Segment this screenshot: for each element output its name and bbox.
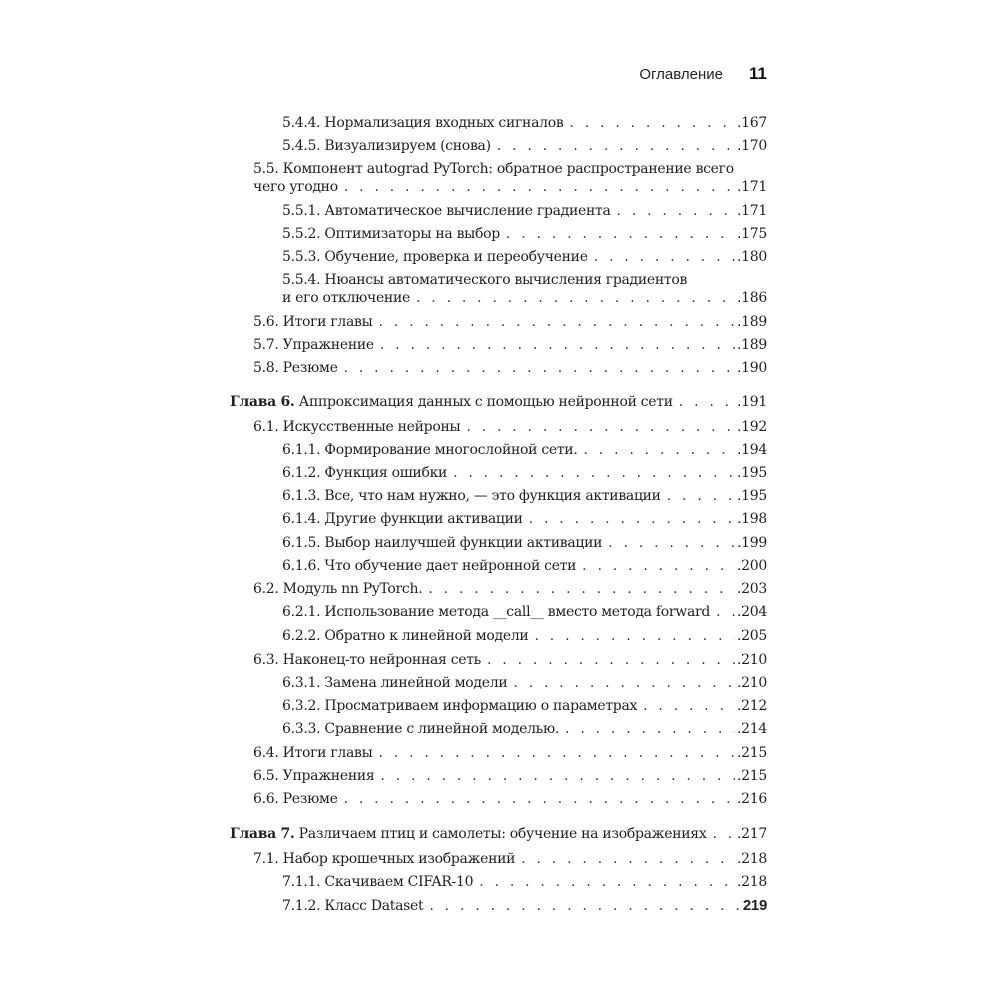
toc-leader-dots — [583, 441, 735, 459]
toc-entry — [282, 464, 767, 482]
toc-entry-page: .216 — [737, 791, 767, 807]
toc-entry — [282, 487, 767, 505]
toc-entry-title: 6.3.3. Сравнение с линейной моделью. — [282, 721, 560, 737]
toc-entry — [253, 160, 767, 196]
toc-leader-dots — [643, 697, 735, 715]
toc-entry-title: 6.1.5. Выбор наилучшей функции активации — [282, 535, 603, 551]
toc-entry-title: 6.1.4. Другие функции активации — [282, 511, 523, 527]
toc-entry-title: чего угодно — [253, 179, 338, 195]
toc-entry — [282, 873, 767, 891]
chapter-title: Аппроксимация данных с помощью нейронной сети — [298, 394, 673, 410]
toc-entry-title: 7.1.2. Класс Dataset — [282, 898, 424, 914]
toc-entry-page: 219 — [742, 897, 767, 914]
toc-leader-dots — [506, 225, 735, 243]
toc-entry-page: .189 — [737, 314, 767, 330]
toc-leader-dots — [608, 534, 735, 552]
toc-leader-dots — [344, 178, 735, 196]
toc-leader-dots — [380, 336, 735, 354]
toc-entry — [253, 359, 767, 377]
toc-entry-page: .189 — [737, 337, 767, 353]
toc-entry — [282, 534, 767, 552]
toc-entry-page: .204 — [737, 604, 767, 620]
running-head — [639, 64, 767, 84]
toc-entry-title: 5.4.4. Нормализация входных сигналов — [282, 115, 564, 131]
toc-leader-dots — [513, 674, 735, 692]
toc-entry — [282, 674, 767, 692]
toc-entry — [282, 697, 767, 715]
toc-entry-title: 6.3. Наконец-то нейронная сеть — [253, 652, 481, 668]
toc-entry-title-line1: 5.5.4. Нюансы автоматического вычисления градиентов — [282, 272, 688, 288]
toc-entry-title: 6.3.2. Просматриваем информацию о параметрах — [282, 698, 638, 714]
toc-entry — [282, 627, 767, 645]
toc-entry — [253, 336, 767, 354]
toc-leader-dots — [380, 767, 735, 785]
toc-entry-page: .205 — [737, 628, 767, 644]
toc-entry-page: .171 — [737, 179, 767, 195]
toc-entry-page: .195 — [737, 488, 767, 504]
toc-leader-dots — [679, 393, 735, 411]
toc-entry-page: .199 — [737, 535, 767, 551]
toc-chapter-entry — [230, 825, 767, 843]
toc-entry-title-line1: 5.5. Компонент autograd PyTorch: обратное распространение всего — [253, 161, 734, 177]
toc-entry — [253, 651, 767, 669]
toc-entry — [282, 603, 767, 621]
toc-entry — [282, 248, 767, 266]
toc-leader-dots — [529, 510, 735, 528]
toc-entry-page: .186 — [737, 290, 767, 306]
toc-entry-page: .200 — [737, 558, 767, 574]
chapter-title: Различаем птиц и самолеты: обучение на изображениях — [298, 826, 707, 842]
toc-leader-dots — [594, 248, 735, 266]
toc-entry — [253, 418, 767, 436]
toc-entry-title: 6.4. Итоги главы — [253, 745, 373, 761]
toc-entry — [282, 271, 767, 307]
toc-entry-page: .217 — [737, 826, 767, 842]
toc-entry-title: 5.7. Упражнение — [253, 337, 374, 353]
toc-leader-dots — [521, 850, 735, 868]
toc-entry-title: 5.8. Резюме — [253, 360, 338, 376]
toc-entry — [282, 137, 767, 155]
toc-leader-dots — [487, 651, 735, 669]
toc-entry-page: .198 — [737, 511, 767, 527]
toc-entry — [282, 510, 767, 528]
toc-leader-dots — [667, 487, 735, 505]
toc-entry-page: .203 — [737, 581, 767, 597]
toc-entry-title: и его отключение — [282, 290, 410, 306]
toc-entry-page: .195 — [737, 465, 767, 481]
toc-entry-title: 6.1.1. Формирование многослойной сети. — [282, 442, 578, 458]
toc-entry-page: .167 — [737, 115, 767, 131]
toc-leader-dots — [617, 202, 735, 220]
toc-entry — [282, 441, 767, 459]
running-head-title: Оглавление — [639, 66, 724, 83]
toc-entry-title: 6.1. Искусственные нейроны — [253, 419, 461, 435]
toc-entry-page: .171 — [737, 203, 767, 219]
toc-entry — [253, 313, 767, 331]
toc-entry-page: .218 — [737, 874, 767, 890]
toc-entry-page: .175 — [737, 226, 767, 242]
toc-entry-title: 6.6. Резюме — [253, 791, 338, 807]
toc-leader-dots — [429, 897, 740, 915]
toc-entry — [253, 850, 767, 868]
toc-entry-page: .210 — [737, 652, 767, 668]
toc-leader-dots — [497, 137, 735, 155]
toc-entry-title: 7.1. Набор крошечных изображений — [253, 851, 516, 867]
toc-leader-dots — [378, 313, 735, 331]
toc-leader-dots — [378, 744, 735, 762]
toc-entry-title: 6.1.3. Все, что нам нужно, — это функция активации — [282, 488, 661, 504]
toc-entry-title: 6.5. Упражнения — [253, 768, 375, 784]
toc-entry-title: 5.5.1. Автоматическое вычисление градиента — [282, 203, 611, 219]
toc-entry-title: 6.1.6. Что обучение дает нейронной сети — [282, 558, 577, 574]
toc-leader-dots — [466, 418, 735, 436]
toc-entry-page: .192 — [737, 419, 767, 435]
toc-entry-title: 5.5.3. Обучение, проверка и переобучение — [282, 249, 588, 265]
toc-entry-page: .170 — [737, 138, 767, 154]
toc-leader-dots — [428, 580, 735, 598]
toc-entry-title: 6.2.1. Использование метода __call__ вместо метода forward — [282, 604, 711, 620]
toc-leader-dots — [565, 720, 735, 738]
toc-entry-page: .190 — [737, 360, 767, 376]
chapter-label: Глава 7. — [230, 826, 295, 842]
toc-entry-page: .194 — [737, 442, 767, 458]
toc-leader-dots — [453, 464, 735, 482]
toc-leader-dots — [344, 359, 735, 377]
chapter-label: Глава 6. — [230, 394, 295, 410]
toc-leader-dots — [416, 289, 735, 307]
toc-entry — [253, 744, 767, 762]
toc-leader-dots — [534, 627, 735, 645]
toc-entry-page: .215 — [737, 768, 767, 784]
toc-entry — [282, 557, 767, 575]
toc-entry-page: .191 — [737, 394, 767, 410]
toc-entry-page: .215 — [737, 745, 767, 761]
toc-entry-page: .212 — [737, 698, 767, 714]
page-number: 11 — [749, 64, 767, 83]
toc-entry-page: .214 — [737, 721, 767, 737]
toc-entry — [253, 580, 767, 598]
toc-leader-dots — [479, 873, 735, 891]
toc-entry-title: 5.6. Итоги главы — [253, 314, 373, 330]
toc-entry-title: 7.1.1. Скачиваем CIFAR-10 — [282, 874, 474, 890]
toc-chapter-entry — [230, 393, 767, 411]
toc-leader-dots — [712, 825, 735, 843]
toc-entry — [282, 114, 767, 132]
toc-entry-title — [230, 825, 706, 843]
toc-entry — [282, 897, 767, 915]
toc-entry-title: 6.1.2. Функция ошибки — [282, 465, 448, 481]
toc-entry-title: 6.3.1. Замена линейной модели — [282, 675, 508, 691]
toc-entry-title: 5.5.2. Оптимизаторы на выбор — [282, 226, 500, 242]
toc-entry — [282, 225, 767, 243]
toc-entry-page: .210 — [737, 675, 767, 691]
toc-leader-dots — [344, 790, 735, 808]
toc-entry-title — [230, 393, 673, 411]
toc-leader-dots — [716, 603, 735, 621]
toc-entry-title: 5.4.5. Визуализируем (снова) — [282, 138, 491, 154]
toc-leader-dots — [582, 557, 735, 575]
toc-entry-title: 6.2.2. Обратно к линейной модели — [282, 628, 529, 644]
toc-entry — [253, 767, 767, 785]
toc-entry-page: .218 — [737, 851, 767, 867]
toc-entry — [282, 202, 767, 220]
toc-entry-page: .180 — [737, 249, 767, 265]
toc-leader-dots — [569, 114, 735, 132]
toc-entry — [253, 790, 767, 808]
toc-entry-title: 6.2. Модуль nn PyTorch. — [253, 581, 423, 597]
toc-entry — [282, 720, 767, 738]
